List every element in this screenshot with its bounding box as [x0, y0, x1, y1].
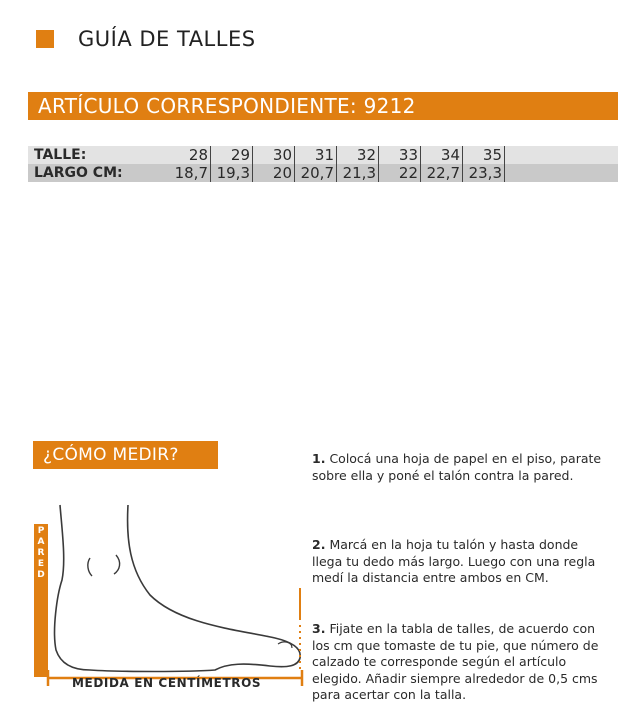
- talle-cell: 28: [169, 146, 211, 164]
- wall-letter: D: [37, 570, 45, 580]
- largo-cell: 19,3: [211, 164, 253, 182]
- step-text: Fijate en la tabla de talles, de acuerdo con los cm que tomaste de tu pie, que número de calzado te corresponde según el artículo elegido. Añadir siempre alrededor de 0,5 cms para acertar con la talla.: [312, 621, 599, 702]
- talle-cell: 35: [463, 146, 505, 164]
- instruction-step-3: [312, 621, 612, 704]
- talle-cell: 32: [337, 146, 379, 164]
- step-text: Marcá en la hoja tu talón y hasta donde llega tu dedo más largo. Luego con una regla medí la distancia entre ambos en CM.: [312, 537, 596, 585]
- talle-cell: 34: [421, 146, 463, 164]
- talle-cell: 30: [253, 146, 295, 164]
- largo-cell: 22: [379, 164, 421, 182]
- largo-cell: 20: [253, 164, 295, 182]
- size-table: [28, 146, 618, 182]
- largo-cell: 20,7: [295, 164, 337, 182]
- largo-cell: 22,7: [421, 164, 463, 182]
- table-row-largo: [28, 164, 618, 182]
- wall-letter: P: [37, 526, 45, 536]
- measure-label: MEDIDA EN CENTÍMETROS: [72, 676, 262, 690]
- article-banner: ARTÍCULO CORRESPONDIENTE: 9212: [28, 92, 618, 120]
- row-filler: [505, 164, 619, 182]
- largo-cell: 18,7: [169, 164, 211, 182]
- largo-cell: 23,3: [463, 164, 505, 182]
- foot-outline-icon: [30, 500, 310, 700]
- wall-letter: R: [37, 548, 45, 558]
- wall-label: [34, 526, 48, 581]
- instruction-step-1: [312, 451, 612, 484]
- table-row-talle: [28, 146, 618, 164]
- how-to-measure-label: ¿CÓMO MEDIR?: [33, 441, 218, 469]
- talle-cell: 33: [379, 146, 421, 164]
- row-label-talle: TALLE:: [28, 146, 169, 164]
- page-title: GUÍA DE TALLES: [78, 27, 256, 51]
- wall-letter: A: [37, 537, 45, 547]
- step-number: 1.: [312, 451, 326, 466]
- instruction-step-2: [312, 537, 612, 587]
- talle-cell: 29: [211, 146, 253, 164]
- wall-letter: E: [37, 559, 45, 569]
- row-filler: [505, 146, 619, 164]
- step-text: Colocá una hoja de papel en el piso, parate sobre ella y poné el talón contra la pared.: [312, 451, 602, 483]
- orange-square-icon: [36, 30, 54, 48]
- largo-cell: 21,3: [337, 164, 379, 182]
- page-header: [36, 27, 256, 51]
- talle-cell: 31: [295, 146, 337, 164]
- step-number: 3.: [312, 621, 326, 636]
- row-label-largo: LARGO CM:: [28, 164, 169, 182]
- step-number: 2.: [312, 537, 326, 552]
